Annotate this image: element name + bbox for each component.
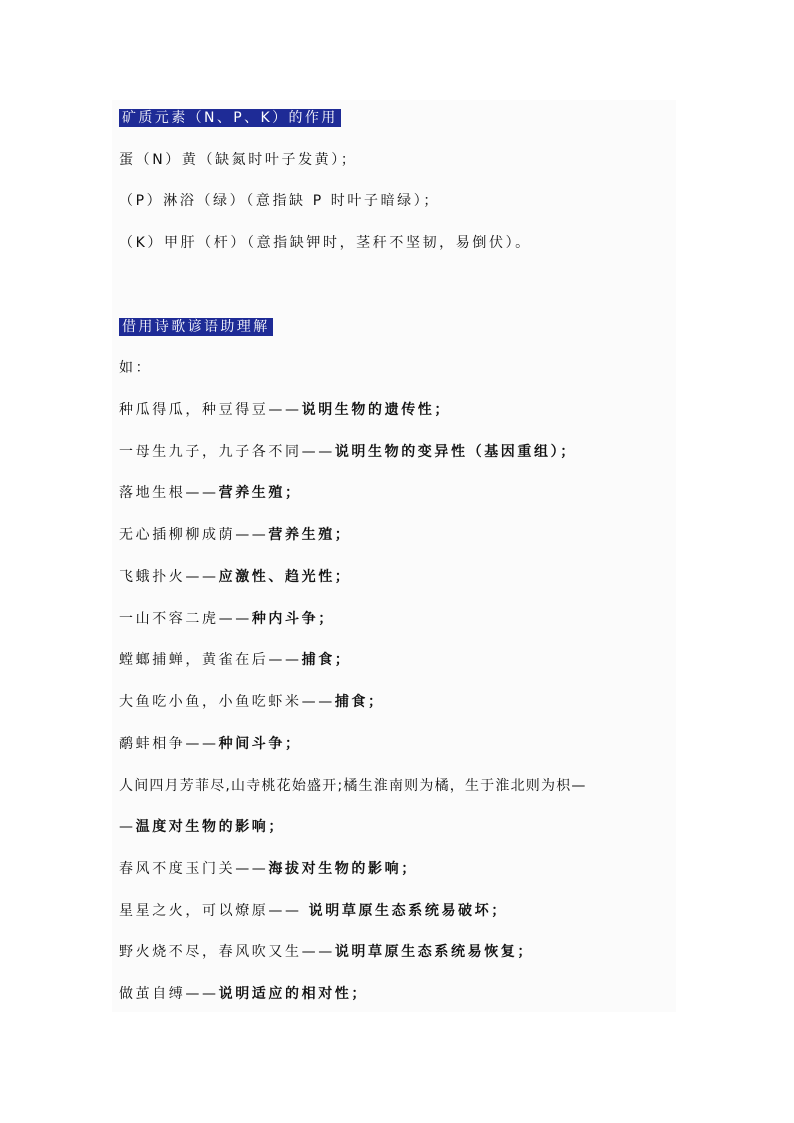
proverb-text: 种瓜得瓜，种豆得豆—— (119, 402, 302, 418)
line-text: （P）淋浴（绿）（意指缺 P 时叶子暗绿）； (119, 193, 440, 209)
intro-text: 如： (119, 360, 153, 376)
proverb-explanation: 说明草原生态系统易破坏； (308, 903, 508, 919)
proverb-text: 星星之火，可以燎原—— (119, 903, 309, 919)
proverb-line (119, 693, 385, 711)
proverb-text: 无心插柳柳成荫—— (119, 527, 269, 543)
proverb-line (119, 818, 285, 836)
proverb-line (119, 985, 368, 1003)
section-heading-poems (119, 318, 273, 336)
proverb-explanation: 营养生殖； (218, 485, 302, 501)
proverb-line (119, 443, 577, 461)
section-heading-minerals (119, 109, 341, 127)
intro-line (119, 359, 152, 377)
text-line (119, 151, 357, 169)
proverb-text: 人间四月芳菲尽,山寺桃花始盛开;橘生淮南则为橘，生于淮北则为枳— (119, 778, 587, 794)
proverb-text: 一母生九子，九子各不同—— (119, 444, 335, 460)
heading-highlight: 借用诗歌谚语助理解 (119, 318, 273, 336)
proverb-explanation: 说明草原生态系统易恢复； (334, 944, 535, 960)
proverb-line (119, 735, 302, 753)
proverb-explanation: 海拔对生物的影响； (268, 861, 418, 877)
line-text: 蛋（N）黄（缺氮时叶子发黄）； (119, 152, 358, 168)
proverb-text: 春风不度玉门关—— (119, 861, 269, 877)
proverb-line (119, 526, 351, 544)
proverb-explanation: 说明适应的相对性； (218, 986, 369, 1002)
proverb-line (119, 943, 534, 961)
proverb-text: 鹬蚌相争—— (119, 736, 219, 752)
line-text: （K）甲肝（杆）（意指缺钾时，茎秆不坚韧，易倒伏）。 (119, 235, 532, 251)
heading-highlight: 矿质元素（N、P、K）的作用 (119, 109, 341, 127)
proverb-explanation: 说明生物的遗传性； (301, 402, 452, 418)
proverb-line (119, 568, 351, 586)
proverb-line (119, 902, 508, 920)
proverb-text: 野火烧不尽，春风吹又生—— (119, 944, 335, 960)
proverb-explanation: 应激性、趋光性； (218, 569, 352, 585)
proverb-text: 螳螂捕蝉，黄雀在后—— (119, 652, 302, 668)
proverb-line (119, 777, 587, 795)
proverb-explanation: 捕食； (334, 694, 385, 710)
proverb-text: 一山不容二虎—— (119, 611, 252, 627)
proverb-explanation: 捕食； (301, 652, 352, 668)
proverb-line (119, 860, 418, 878)
proverb-explanation: 营养生殖； (268, 527, 352, 543)
proverb-explanation: 种间斗争； (218, 736, 302, 752)
proverb-explanation: 说明生物的变异性（基因重组）； (334, 444, 577, 460)
proverb-explanation: 温度对生物的影响； (135, 819, 286, 835)
text-line (119, 192, 440, 210)
proverb-text: 做茧自缚—— (119, 986, 219, 1002)
proverb-text: — (119, 819, 136, 835)
proverb-text: 落地生根—— (119, 485, 219, 501)
proverb-explanation: 种内斗争； (251, 611, 335, 627)
proverb-text: 大鱼吃小鱼，小鱼吃虾米—— (119, 694, 335, 710)
proverb-text: 飞蛾扑火—— (119, 569, 219, 585)
proverb-line (119, 484, 302, 502)
proverb-line (119, 401, 451, 419)
proverb-line (119, 610, 335, 628)
text-line (119, 234, 532, 252)
proverb-line (119, 651, 351, 669)
